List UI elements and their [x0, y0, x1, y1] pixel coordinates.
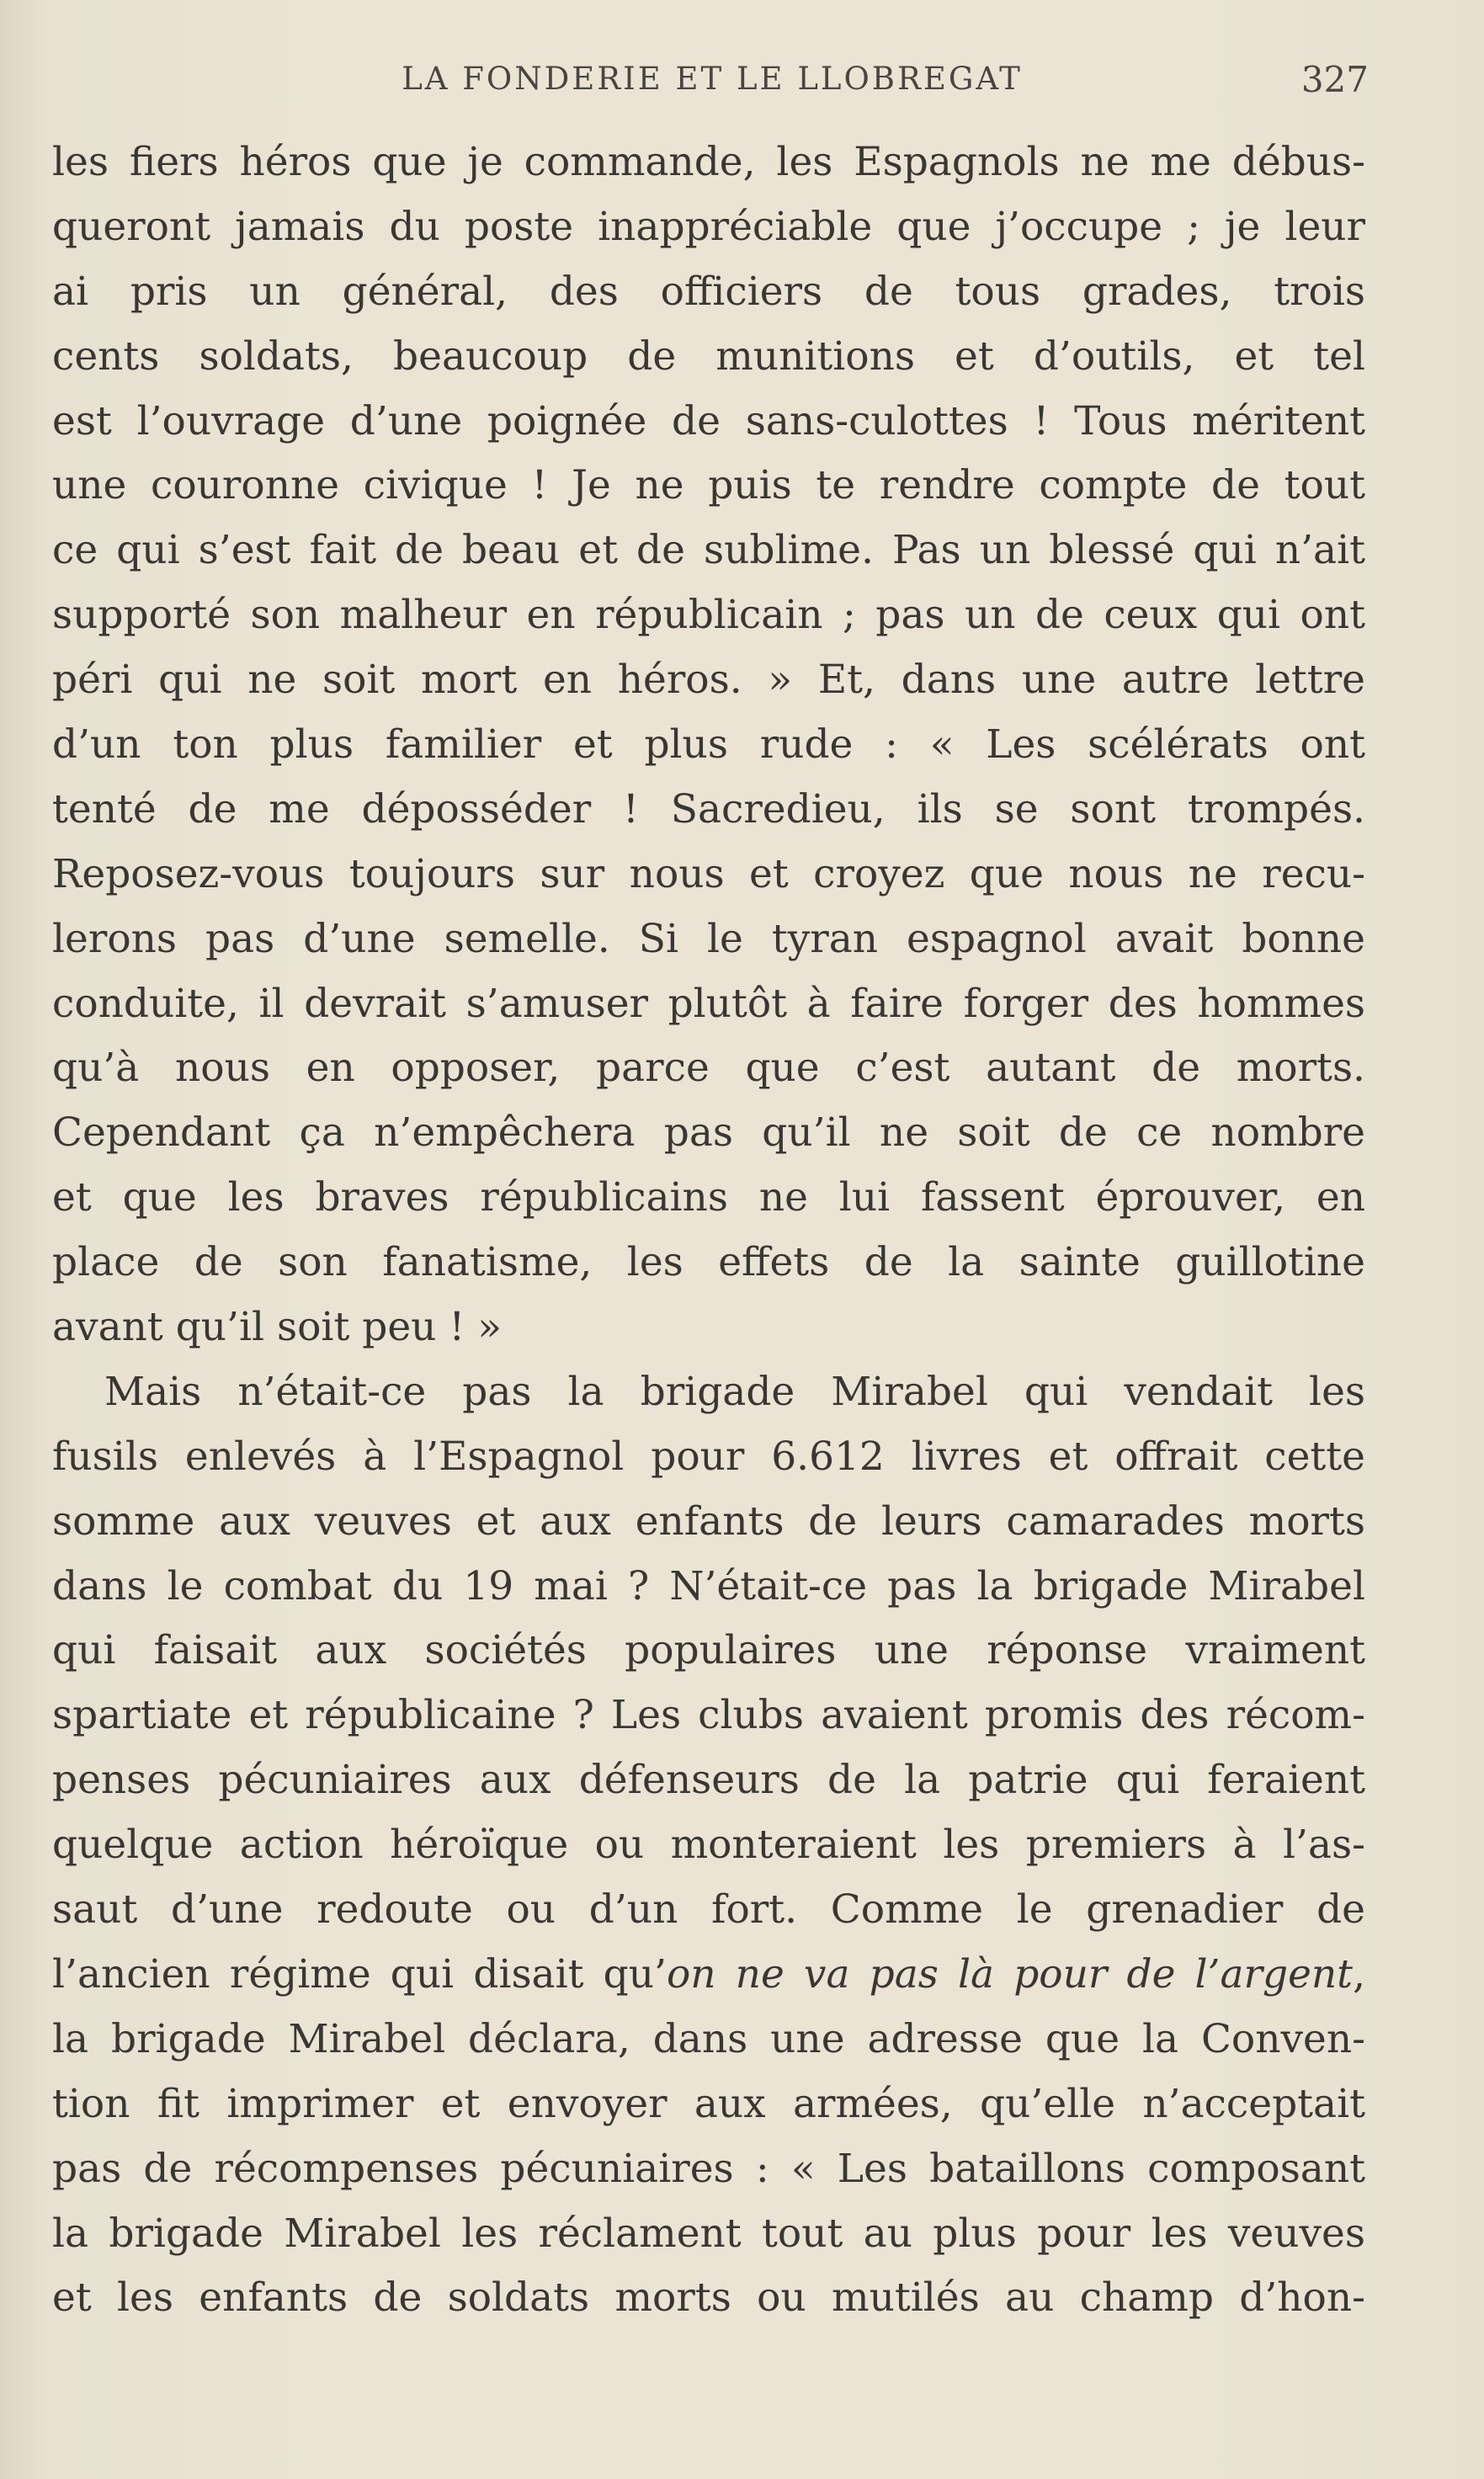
text-line: qu’à nous en opposer, parce que c’est autant de morts.	[52, 1045, 1365, 1092]
text-line: tion fit imprimer et envoyer aux armées, qu’elle n’acceptait	[52, 2080, 1365, 2127]
text-line: ai pris un général, des officiers de tous grades, trois	[52, 268, 1365, 315]
text-line: Cependant ça n’empêchera pas qu’il ne soit de ce nombre	[52, 1109, 1365, 1157]
text-line: queront jamais du poste inappréciable que j’occupe ; je leur	[52, 203, 1365, 250]
text-line: une couronne civique ! Je ne puis te rendre compte de tout	[52, 462, 1365, 509]
text-line: pas de récompenses pécuniaires : « Les bataillons composant	[52, 2145, 1365, 2192]
text-line: somme aux veuves et aux enfants de leurs camarades morts	[52, 1498, 1365, 1545]
text-line: spartiate et républicaine ? Les clubs avaient promis des récom-	[52, 1692, 1365, 1739]
text-line: Reposez-vous toujours sur nous et croyez que nous ne recu-	[52, 850, 1365, 897]
text-line-paragraph-end: avant qu’il soit peu ! »	[52, 1304, 502, 1351]
text-line-paragraph-start: Mais n’était-ce pas la brigade Mirabel qui vendait les	[104, 1368, 1365, 1415]
text-line: la brigade Mirabel déclara, dans une adresse que la Conven-	[52, 2015, 1365, 2062]
text-line: quelque action héroïque ou monteraient les premiers à l’as-	[52, 1822, 1365, 1869]
text-line: place de son fanatisme, les effets de la sainte guillotine	[52, 1239, 1365, 1286]
text-segment: l’ancien régime qui disait qu’	[52, 1950, 667, 1998]
text-line: lerons pas d’une semelle. Si le tyran espagnol avait bonne	[52, 915, 1365, 962]
text-line: les fiers héros que je commande, les Espagnols ne me débus-	[52, 139, 1365, 185]
text-line: conduite, il devrait s’amuser plutôt à faire forger des hommes	[52, 980, 1365, 1027]
text-segment: ,	[1353, 1950, 1365, 1998]
running-title: LA FONDERIE ET LE LLOBREGAT	[402, 61, 1023, 97]
text-line: cents soldats, beaucoup de munitions et d’outils, et tel	[52, 332, 1365, 380]
text-line: et que les braves républicains ne lui fassent éprouver, en	[52, 1174, 1365, 1221]
text-line: et les enfants de soldats morts ou mutilés au champ d’hon-	[52, 2274, 1365, 2322]
text-line: ce qui s’est fait de beau et de sublime. Pas un blessé qui n’ait	[52, 527, 1365, 574]
text-line: tenté de me déposséder ! Sacredieu, ils se sont trompés.	[52, 785, 1365, 833]
italic-phrase: on ne va pas là pour de l’argent	[666, 1950, 1354, 1998]
text-line: fusils enlevés à l’Espagnol pour 6.612 livres et offrait cette	[52, 1433, 1365, 1480]
text-line: penses pécuniaires aux défenseurs de la patrie qui feraient	[52, 1757, 1365, 1804]
text-line: d’un ton plus familier et plus rude : « Les scélérats ont	[52, 721, 1365, 769]
page-header	[56, 56, 1369, 106]
text-line: dans le combat du 19 mai ? N’était-ce pas la brigade Mirabel	[52, 1562, 1365, 1609]
page-number: 327	[1300, 59, 1369, 100]
body-text	[52, 130, 1365, 2331]
text-line: péri qui ne soit mort en héros. » Et, dans une autre lettre	[52, 657, 1365, 704]
text-line: qui faisait aux sociétés populaires une réponse vraiment	[52, 1627, 1365, 1674]
text-line: saut d’une redoute ou d’un fort. Comme le grenadier de	[52, 1886, 1365, 1934]
text-line: supporté son malheur en républicain ; pas un de ceux qui ont	[52, 592, 1365, 639]
text-line: la brigade Mirabel les réclament tout au plus pour les veuves	[52, 2210, 1365, 2257]
text-line: est l’ouvrage d’une poignée de sans-culottes ! Tous méritent	[52, 397, 1365, 444]
text-line-with-italic	[52, 1943, 1365, 2008]
